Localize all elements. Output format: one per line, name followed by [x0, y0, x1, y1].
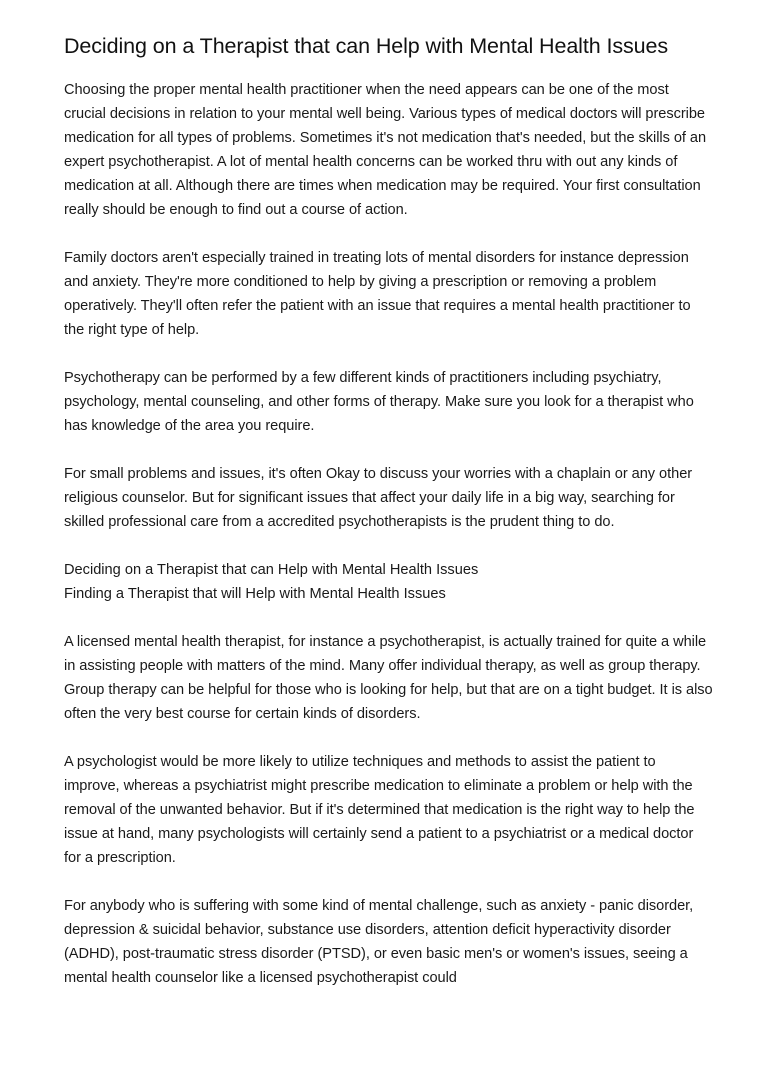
- related-links: [64, 558, 714, 606]
- paragraph: A psychologist would be more likely to utilize techniques and methods to assist the patient to improve, whereas a psychiatrist might prescribe medication to eliminate a problem or help with the removal of the unwanted behavior. But if it's determined that medication is the right way to help the issue at hand, many psychologists will certainly send a patient to a psychiatrist or a medical doctor for a prescription.: [64, 754, 695, 866]
- paragraph: Psychotherapy can be performed by a few different kinds of practitioners including psychiatry, psychology, mental counseling, and other forms of therapy. Make sure you look for a therapist who has knowledge of the area you require.: [64, 370, 694, 434]
- related-link: Deciding on a Therapist that can Help with Mental Health Issues: [64, 562, 479, 578]
- paragraph: Family doctors aren't especially trained in treating lots of mental disorders for instance depression and anxiety. They're more conditioned to help by giving a prescription or removing a problem operatively. They'll often refer the patient with an issue that requires a mental health practitioner to the right type of help.: [64, 250, 691, 338]
- paragraph: Choosing the proper mental health practitioner when the need appears can be one of the most crucial decisions in relation to your mental well being. Various types of medical doctors will prescribe medication for all types of problems. Sometimes it's not medication that's needed, but the skills of an expert psychotherapist. A lot of mental health concerns can be worked thru with out any kinds of medication at all. Although there are times when medication may be required. Your first consultation really should be enough to find out a course of action.: [64, 82, 707, 218]
- page-title: Deciding on a Therapist that can Help with Mental Health Issues: [64, 34, 668, 58]
- document-page: [64, 34, 714, 1014]
- related-link: Finding a Therapist that will Help with Mental Health Issues: [64, 586, 446, 602]
- paragraph: For small problems and issues, it's often Okay to discuss your worries with a chaplain or any other religious counselor. But for significant issues that affect your daily life in a big way, searching for skilled professional care from a accredited psychotherapists is the prudent thing to do.: [64, 466, 693, 530]
- paragraph: A licensed mental health therapist, for instance a psychotherapist, is actually trained for quite a while in assisting people with matters of the mind. Many offer individual therapy, as well as group therapy. Group therapy can be helpful for those who is looking for help, but that are on a tight budget. It is also often the very best course for certain kinds of disorders.: [64, 634, 713, 722]
- paragraph: For anybody who is suffering with some kind of mental challenge, such as anxiety - panic disorder, depression & suicidal behavior, substance use disorders, attention deficit hyperactivity disorder (ADHD), post-traumatic stress disorder (PTSD), or even basic men's or women's issues, seeing a mental health counselor like a licensed psychotherapist could: [64, 898, 694, 986]
